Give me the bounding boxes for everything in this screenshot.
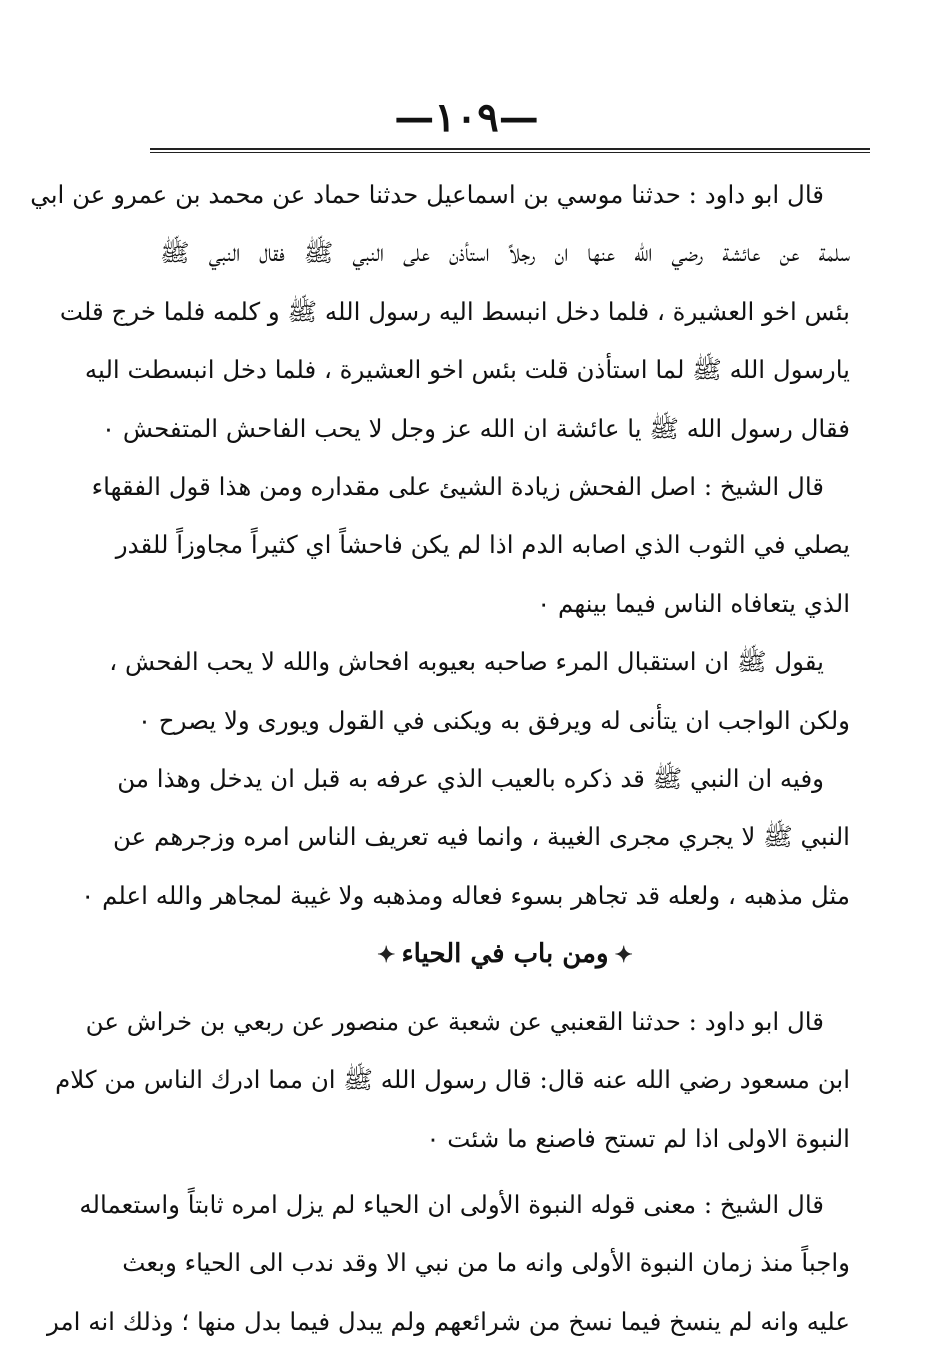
header-rule-thin <box>150 152 870 153</box>
text-line: فقال رسول الله ﷺ يا عائشة ان الله عز وجل لا يحب الفاحش المتفحش ٠ <box>101 413 850 443</box>
paragraph-1 <box>30 166 850 458</box>
text-line: ولكن الواجب ان يتأنى له ويرفق به ويكنى في القول ويورى ولا يصرح ٠ <box>137 705 850 735</box>
text-line: مثل مذهبه ، ولعله قد تجاهر بسوء فعاله ومذهبه ولا غيبة لمجاهر والله اعلم ٠ <box>81 880 850 910</box>
ornament-left-icon: ✦ <box>377 942 396 969</box>
text-line: واجباً منذ زمان النبوة الأولى وانه ما من نبي الا وقد ندب الى الحياء وبعث <box>122 1248 850 1278</box>
paragraph-3 <box>109 633 850 750</box>
ornament-right-icon: ✦ <box>614 942 633 969</box>
text-line: يارسول الله ﷺ لما استأذن قلت بئس اخو العشيرة ، فلما دخل انبسطت اليه <box>84 355 850 385</box>
page-body <box>30 166 850 1351</box>
paragraph-5 <box>55 993 850 1168</box>
text-line: يصلي في الثوب الذي اصابه الدم اذا لم يكن فاحشاً اي كثيراً مجاوزاً للقدر <box>115 530 850 560</box>
header-rule-thick <box>150 148 870 150</box>
text-line: وفيه ان النبي ﷺ قد ذكره بالعيب الذي عرفه به قبل ان يدخل وهذا من <box>117 764 824 794</box>
spacer <box>160 1168 850 1176</box>
spacer <box>160 985 850 993</box>
text-line: يقول ﷺ ان استقبال المرء صاحبه بعيوبه افحاش والله لا يحب الفحش ، <box>109 647 824 677</box>
text-line: عليه وانه لم ينسخ فيما نسخ من شرائعهم ولم يبدل فيما بدل منها ؛ وذلك انه امر <box>46 1306 850 1336</box>
page-number: —١٠٩— <box>394 94 539 141</box>
paragraph-2 <box>91 458 850 633</box>
section-heading-text: ومن باب في الحياء <box>401 939 609 970</box>
paragraph-6 <box>46 1176 850 1351</box>
text-line: قال الشيخ : معنى قوله النبوة الأولى ان الحياء لم يزل امره ثابتاً واستعماله <box>79 1189 824 1219</box>
text-line: قال ابو داود : حدثنا القعنبي عن شعبة عن منصور عن ربعي بن خراش عن <box>85 1006 824 1036</box>
text-line: النبوة الاولى اذا لم تستح فاصنع ما شئت ٠ <box>426 1123 850 1153</box>
text-line: النبي ﷺ لا يجري مجرى الغيبة ، وانما فيه تعريف الناس امره وزجرهم عن <box>113 822 850 852</box>
text-line: قال الشيخ : اصل الفحش زيادة الشيئ على مقداره ومن هذا قول الفقهاء <box>91 472 824 502</box>
text-line: سلمة عن عائشة رضي الله عنها ان رجلاً استأذن على النبي ﷺ فقال النبي ﷺ <box>160 238 850 268</box>
text-line: بئس اخو العشيرة ، فلما دخل انبسط اليه رسول الله ﷺ و كلمه فلما خرج قلت <box>59 296 850 326</box>
paragraph-4 <box>81 750 850 925</box>
section-heading <box>160 925 850 984</box>
text-line: قال ابو داود : حدثنا موسي بن اسماعيل حدثنا حماد عن محمد بن عمرو عن ابي <box>30 180 824 209</box>
text-line: ابن مسعود رضي الله عنه قال: قال رسول الله ﷺ ان مما ادرك الناس من كلام <box>55 1065 850 1095</box>
text-line: الذي يتعافاه الناس فيما بينهم ٠ <box>537 588 850 618</box>
